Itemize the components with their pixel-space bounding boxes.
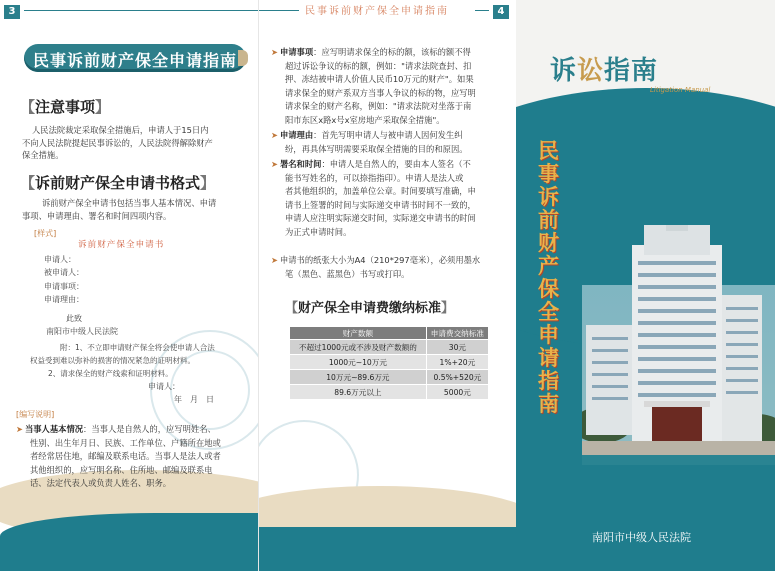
teal-band [0,513,258,571]
sample-attach-2: 权益受到难以弥补的损害的情况紧急的证明材料。 [30,356,195,365]
item-paper-size: ➤ 申请书的纸张大小为A4（210*297毫米），必须用墨水 笔（黑色、蓝黑色）书写或打印。 [271,255,481,279]
party-info: ➤ 当事人基本情况：当事人是自然人的，应写明姓名、 性别、出生年月日、民族、工作单位、户籍所在地或 者经常居住地，邮编及联系电话。当事人是法人或者 其他组织的，应写明名称、住所地、邮编及联系电 话、法定代表人或负责人姓名、职务。 [16,424,221,488]
ribbon-tail [238,50,248,66]
arrow-bullet-icon: ➤ [271,159,278,169]
logo [550,36,730,96]
vertical-title: 民 事 诉 前 财 产 保 全 申 请 指 南 [538,139,559,416]
header-rule [24,10,258,11]
fee-heading: 【财产保全申请费缴纳标准】 [285,301,455,316]
table-row [290,370,489,385]
header-rule [475,10,489,11]
sample-applicant: 申请人： [148,382,180,391]
table-cell: 10万元~89.6万元 [290,370,427,385]
table-cell: 不超过1000元或不涉及财产数额的 [290,340,427,355]
table-row [290,340,489,355]
table-header-row [290,327,489,340]
arrow-bullet-icon: ➤ [271,47,278,57]
sample-title: 诉前财产保全申请书 [78,240,165,250]
page-number: 4 [493,5,509,19]
table-cell: 1000元~10万元 [290,355,427,370]
format-intro: 诉前财产保全申请书包括当事人基本情况、申请 事项、申请理由、署名和时间四项内容。 [22,198,217,221]
arrow-bullet-icon: ➤ [271,255,278,265]
court-building-image [582,225,775,515]
cover-page [516,0,775,571]
table-row [290,355,489,370]
sample-fields: 申请人： 被申请人： 申请事项： 申请理由： [44,255,84,305]
format-heading: 【诉前财产保全申请书格式】 [20,174,216,192]
arrow-bullet-icon: ➤ [16,424,23,434]
logo-subtitle: Litigation Manual [650,86,711,94]
table-cell: 1%+20元 [426,355,488,370]
sample-attach-3: 2、请求保全的财产线索和证明材料。 [48,369,173,378]
header-rule [259,10,299,11]
title-ribbon [24,44,246,72]
column-header: 财产数额 [290,327,427,340]
running-header: 民事诉前财产保全申请指南 [305,6,449,17]
page-title: 民事诉前财产保全申请指南 [32,51,237,70]
notice-heading: 【注意事项】 [20,98,111,116]
item-application-reason: ➤ 申请理由：首先写明申请人与被申请人因何发生纠 纷，再具体写明需要采取保全措施的目的和原因。 [271,130,468,154]
notice-text: 人民法院裁定采取保全措施后，申请人于15日内 不向人民法院提起民事诉讼的，人民法院得解除财产 保全措施。 [22,125,213,161]
sample-date: 年 月 日 [174,395,214,404]
page-left [0,0,258,571]
column-header: 申请费交纳标准 [426,327,488,340]
page-middle [258,0,516,571]
table-cell: 5000元 [426,385,488,400]
arrow-bullet-icon: ➤ [271,130,278,140]
item-application-matters: ➤ 申请事项：应写明请求保全的标的额，该标的额不得 超过诉讼争议的标的额，例如："请求法院查封、扣 押、冻结被申请人价值人民币10万元的财产"。如果 请求保全的财产系双方当事人争议的标的物，应写明 请求保全的财产名称，例如："请求法院对坐落于南 阳市东区x路x号x室房地产采取保全措施"。 [271,47,476,125]
sample-attach-1: 附：1、不立即申请财产保全将会使申请人合法 [60,343,215,352]
teal-band [259,527,516,571]
court-name: 南阳市中级人民法院 [592,531,691,544]
table-cell: 30元 [426,340,488,355]
sample-label: [样式] [34,229,57,238]
sample-closing-1: 此致 [66,314,82,323]
table-row [290,385,489,400]
item-signature-date: ➤ 署名和时间：申请人是自然人的，要由本人签名（不 能书写姓名的，可以捺指指印）。申请人是法人或 者其他组织的，加盖单位公章。时间要填写准确，申 请书上签署的时间与实际递交申请书时间不一致的， 申请人应注明实际递交时间，实际递交申请书的时间 为正式申请时间。 [271,159,476,237]
logo-text: 诉讼指南 [550,56,659,86]
fee-table [289,326,489,400]
table-cell: 0.5%+520元 [426,370,488,385]
table-cell: 89.6万元以上 [290,385,427,400]
page-number: 3 [4,5,20,19]
explain-label: [编写说明] [16,410,55,419]
sample-closing-2: 南阳市中级人民法院 [46,327,118,336]
